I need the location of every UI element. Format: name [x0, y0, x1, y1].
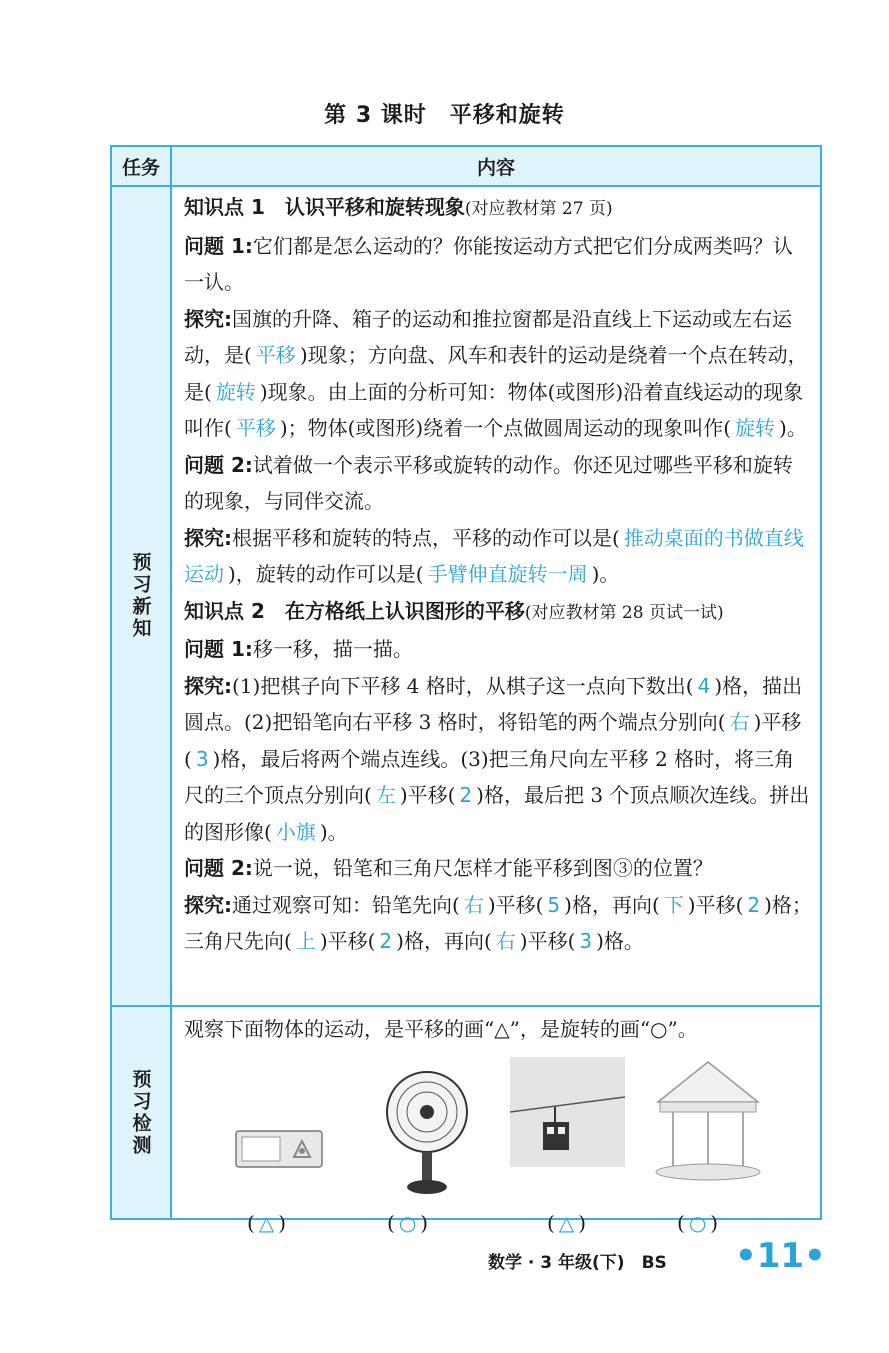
- section-preview-text: 预习新知: [129, 552, 152, 640]
- footer-text: 数学 · 3 年级(下) BS: [488, 1253, 667, 1273]
- answer-blank: 3: [195, 746, 209, 771]
- section-check-text: 预习检测: [129, 1068, 152, 1157]
- answer-blank: 小旗: [275, 819, 316, 844]
- k2-e2-f: )平移(: [319, 929, 376, 953]
- k2-e2-g: )格，再向(: [396, 929, 492, 953]
- k2-ref: (对应教材第 28 页试一试): [524, 602, 724, 623]
- k1-explore-2: [184, 520, 812, 593]
- answer-blank: 右: [495, 929, 516, 953]
- table-header: [112, 147, 820, 187]
- k1-e2-text-c: )。: [591, 562, 620, 586]
- k1-e2-text-b: )，旋转的动作可以是(: [228, 562, 424, 586]
- answer-blank: 2: [459, 783, 473, 807]
- cable-car-illustration: [510, 1057, 625, 1167]
- carousel-illustration: [648, 1057, 768, 1197]
- k1-e1-text-e: )。: [779, 416, 807, 440]
- section-divider: [112, 1005, 820, 1007]
- lesson-title: 第 3 课时 平移和旋转: [324, 103, 565, 128]
- k1-ref: (对应教材第 27 页): [464, 199, 613, 219]
- answer-blank: 上: [295, 929, 316, 953]
- check-instruction: 观察下面物体的运动，是平移的画“△”，是旋转的画“○”。: [184, 1017, 698, 1041]
- k1-q1-label: 问题 1:: [184, 233, 253, 258]
- knowledge-1-heading: [184, 189, 812, 228]
- k2-e1-a: (1)把棋子向下平移 4 格时，从棋子这一点向下数出(: [232, 673, 694, 698]
- k1-q2-label: 问题 2:: [184, 452, 253, 477]
- k2-e1-f: )格，最后把 3 个顶点顺次连线。拼出的图形像(: [184, 783, 810, 844]
- k2-e2-i: )格。: [596, 929, 644, 953]
- answer-blank: 右: [463, 892, 484, 917]
- answer-blank: 旋转: [735, 416, 776, 440]
- answer-blank: 旋转: [215, 379, 256, 404]
- k1-q1-text: 它们都是怎么运动的？你能按运动方式把它们分成两类吗？认一认。: [184, 233, 793, 294]
- header-content: 内容: [476, 156, 515, 179]
- check-illustrations: [172, 1057, 820, 1235]
- answer-blank: 左: [375, 783, 396, 807]
- k1-question-1: [184, 228, 812, 301]
- k2-q1-label: 问题 1:: [184, 637, 253, 661]
- answer-blank: 平移: [255, 343, 296, 367]
- answer-mark: ○: [398, 1211, 417, 1235]
- k2-e2-h: )平移(: [519, 929, 576, 953]
- k1-question-2: [184, 447, 812, 520]
- k2-e1-b: )格，描出圆点。(2)把铅笔向右平移 3 格时，将铅笔的两个端点分别向(: [184, 673, 803, 734]
- k2-e1-e: )平移(: [399, 783, 456, 807]
- k2-e1-label: 探究:: [184, 673, 232, 698]
- answer-blank: 平移: [235, 416, 276, 440]
- lesson-table: [110, 145, 822, 1235]
- knowledge-2-heading: [184, 593, 812, 632]
- k2-e2-e: )格；三角尺先向(: [184, 892, 812, 953]
- answer-blank: 4: [697, 673, 711, 698]
- answer-blank: 5: [547, 892, 561, 917]
- answer-blank: 右: [729, 710, 750, 734]
- answer-blank: 2: [379, 929, 393, 953]
- k1-e1-text-a: 国旗的升降、箱子的运动和推拉窗都是沿直线上下运动或左右运动，是(: [184, 306, 792, 367]
- k2-e1-c: )平移(: [184, 710, 802, 771]
- k1-q2-text: 试着做一个表示平移或旋转的动作。你还见过哪些平移和旋转的现象，与同伴交流。: [184, 452, 793, 513]
- page-number: •11•: [735, 1236, 826, 1276]
- answer-blank: 3: [579, 929, 593, 953]
- fan-illustration: [382, 1067, 472, 1207]
- k2-question-1: [184, 631, 812, 668]
- k2-explore-1: [184, 668, 812, 851]
- section-preview-label: [112, 187, 172, 1005]
- k2-e1-d: )格，最后将两个端点连线。(3)把三角尺向左平移 2 格时，将三角尺的三个顶点分别向(: [184, 746, 795, 807]
- section-check-label: [112, 1007, 172, 1218]
- k1-e1-label: 探究:: [184, 306, 232, 331]
- answer-blank: 手臂伸直旋转一周: [427, 562, 588, 586]
- preview-content: [184, 189, 812, 960]
- answer-matchbox: ( △ ): [247, 1211, 287, 1235]
- k1-e1-text-c: )现象。由上面的分析可知：物体(或图形)沿着直线运动的现象叫作(: [184, 379, 804, 440]
- answer-mark: △: [558, 1211, 575, 1235]
- k2-e2-a: 通过观察可知：铅笔先向(: [232, 892, 460, 917]
- k1-e1-text-b: )现象；方向盘、风车和表针的运动是绕着一个点在转动，是(: [184, 343, 808, 404]
- k2-question-2: [184, 850, 812, 887]
- answer-blank: 下: [663, 892, 684, 917]
- k2-e2-d: )平移(: [687, 892, 744, 917]
- answer-mark: △: [258, 1211, 275, 1235]
- k1-e2-text-a: 根据平移和旋转的特点，平移的动作可以是(: [232, 525, 620, 550]
- k2-q2-label: 问题 2:: [184, 856, 253, 880]
- k1-explore-1: [184, 301, 812, 447]
- k2-explore-2: [184, 887, 812, 960]
- answer-blank: 推动桌面的书做直线运动: [184, 525, 804, 586]
- k2-e2-label: 探究:: [184, 892, 232, 917]
- matchbox-illustration: [232, 1117, 332, 1177]
- k2-heading-text: 知识点 2 在方格纸上认识图形的平移: [184, 598, 525, 623]
- k1-heading-text: 知识点 1 认识平移和旋转现象: [184, 195, 465, 219]
- header-task: 任务: [112, 147, 172, 185]
- k2-e2-c: )格，再向(: [564, 892, 660, 917]
- k1-e2-label: 探究:: [184, 525, 232, 550]
- k1-e1-text-d: )；物体(或图形)绕着一个点做圆周运动的现象叫作(: [279, 416, 732, 440]
- answer-cable-car: ( △ ): [547, 1211, 587, 1235]
- k2-q2-text: 说一说，铅笔和三角尺怎样才能平移到图③的位置？: [252, 856, 713, 880]
- answer-mark: ○: [688, 1211, 707, 1235]
- k2-e1-g: )。: [319, 819, 348, 844]
- answer-fan: ( ○ ): [387, 1211, 429, 1235]
- k2-q1-text: 移一移，描一描。: [252, 637, 413, 661]
- answer-carousel: ( ○ ): [677, 1211, 719, 1235]
- answer-blank: 2: [747, 892, 761, 917]
- k2-e2-b: )平移(: [487, 892, 544, 917]
